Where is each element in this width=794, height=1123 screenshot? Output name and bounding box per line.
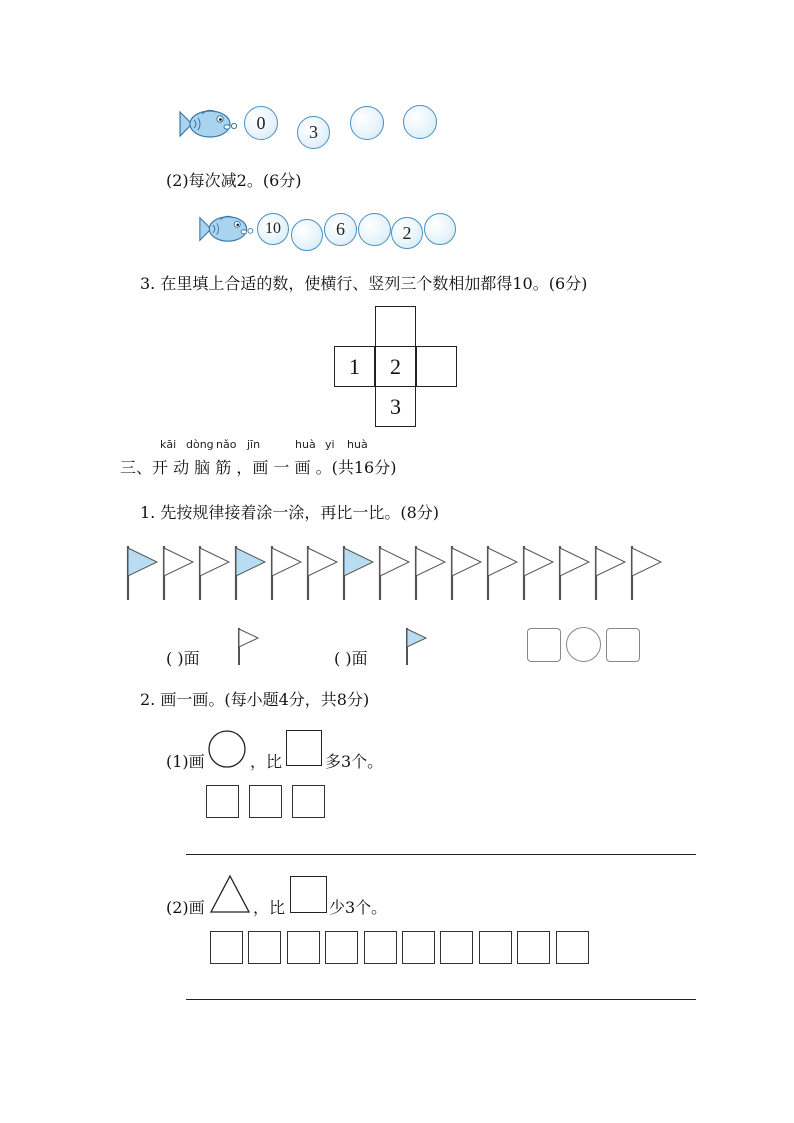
bubble[interactable]	[358, 213, 391, 246]
square-shape	[292, 785, 325, 818]
cross-cell-left: 1	[334, 346, 375, 387]
square-shape-icon	[290, 876, 327, 913]
flag-filled[interactable]	[344, 546, 373, 600]
bubble: 2	[391, 217, 423, 249]
square-shape	[517, 931, 550, 964]
square-shape	[249, 785, 282, 818]
question-label: 1. 先按规律接着涂一涂，再比一比。(8分)	[140, 503, 440, 522]
answer-line[interactable]	[186, 854, 696, 855]
square-shape	[210, 931, 243, 964]
compare-square-right[interactable]	[606, 628, 640, 662]
compare-square-left[interactable]	[527, 628, 561, 662]
flag-empty[interactable]	[416, 546, 445, 600]
blue-flag-icon	[404, 626, 430, 666]
square-shape	[248, 931, 281, 964]
bubble[interactable]	[291, 219, 323, 251]
compare-white-blank[interactable]: ( )面	[166, 649, 200, 668]
bubble: 6	[324, 213, 357, 246]
fish-icon	[198, 212, 256, 246]
pinyin: dòng	[186, 438, 214, 451]
pinyin: jīn	[247, 438, 261, 451]
pinyin: huà	[295, 438, 316, 451]
flag-empty[interactable]	[380, 546, 409, 600]
part1-post: 多3个。	[325, 752, 384, 771]
triangle-shape-icon	[209, 874, 251, 914]
fish-icon	[178, 106, 240, 142]
flag-filled[interactable]	[236, 546, 265, 600]
flag-empty[interactable]	[524, 546, 553, 600]
part2-mid: ，比	[253, 898, 286, 917]
part1-mid: ，比	[250, 752, 283, 771]
bubble[interactable]	[403, 105, 437, 139]
flag-empty[interactable]	[308, 546, 337, 600]
part1-pre: (1)画	[166, 752, 205, 771]
flag-empty[interactable]	[272, 546, 301, 600]
flag-row[interactable]	[120, 542, 680, 604]
flag-empty[interactable]	[164, 546, 193, 600]
cross-cell-right[interactable]	[416, 346, 457, 387]
bubble: 0	[244, 106, 278, 140]
bubble[interactable]: 3	[297, 116, 330, 149]
question-label: (2)每次减2。(6分)	[166, 171, 302, 190]
section-title: 三、开 动 脑 筋 ，画 一 画 。(共16分)	[120, 458, 397, 477]
answer-line[interactable]	[186, 999, 696, 1000]
compare-blue-blank[interactable]: ( )面	[334, 649, 368, 668]
flag-empty[interactable]	[200, 546, 229, 600]
cross-cell-center: 2	[375, 346, 416, 387]
bubble[interactable]	[350, 106, 384, 140]
flag-empty[interactable]	[452, 546, 481, 600]
square-shape-icon	[286, 730, 322, 766]
pinyin: yi	[325, 438, 335, 451]
question-label: 3. 在里填上合适的数，使横行、竖列三个数相加都得10。(6分)	[140, 274, 588, 293]
square-shape	[325, 931, 358, 964]
square-shape	[287, 931, 320, 964]
white-flag-icon	[236, 626, 262, 666]
pinyin: nǎo	[216, 438, 237, 451]
part2-squares	[210, 931, 590, 967]
flag-empty[interactable]	[632, 546, 661, 600]
square-shape	[206, 785, 239, 818]
square-shape	[440, 931, 473, 964]
square-shape	[364, 931, 397, 964]
square-shape	[556, 931, 589, 964]
flag-empty[interactable]	[488, 546, 517, 600]
cross-cell-bottom: 3	[375, 386, 416, 427]
flag-empty[interactable]	[596, 546, 625, 600]
part2-pre: (2)画	[166, 898, 205, 917]
bubble: 10	[257, 213, 289, 245]
circle-shape-icon	[207, 729, 247, 769]
part1-squares	[206, 785, 346, 821]
cross-cell-top[interactable]	[375, 306, 416, 347]
question-label: 2. 画一画。(每小题4分，共8分)	[140, 690, 370, 709]
flag-empty[interactable]	[560, 546, 589, 600]
square-shape	[479, 931, 512, 964]
compare-circle[interactable]	[566, 627, 601, 662]
bubble[interactable]	[424, 213, 456, 245]
part2-post: 少3个。	[329, 898, 388, 917]
pinyin: huà	[347, 438, 368, 451]
flag-filled[interactable]	[128, 546, 157, 600]
pinyin: kāi	[160, 438, 177, 451]
square-shape	[402, 931, 435, 964]
